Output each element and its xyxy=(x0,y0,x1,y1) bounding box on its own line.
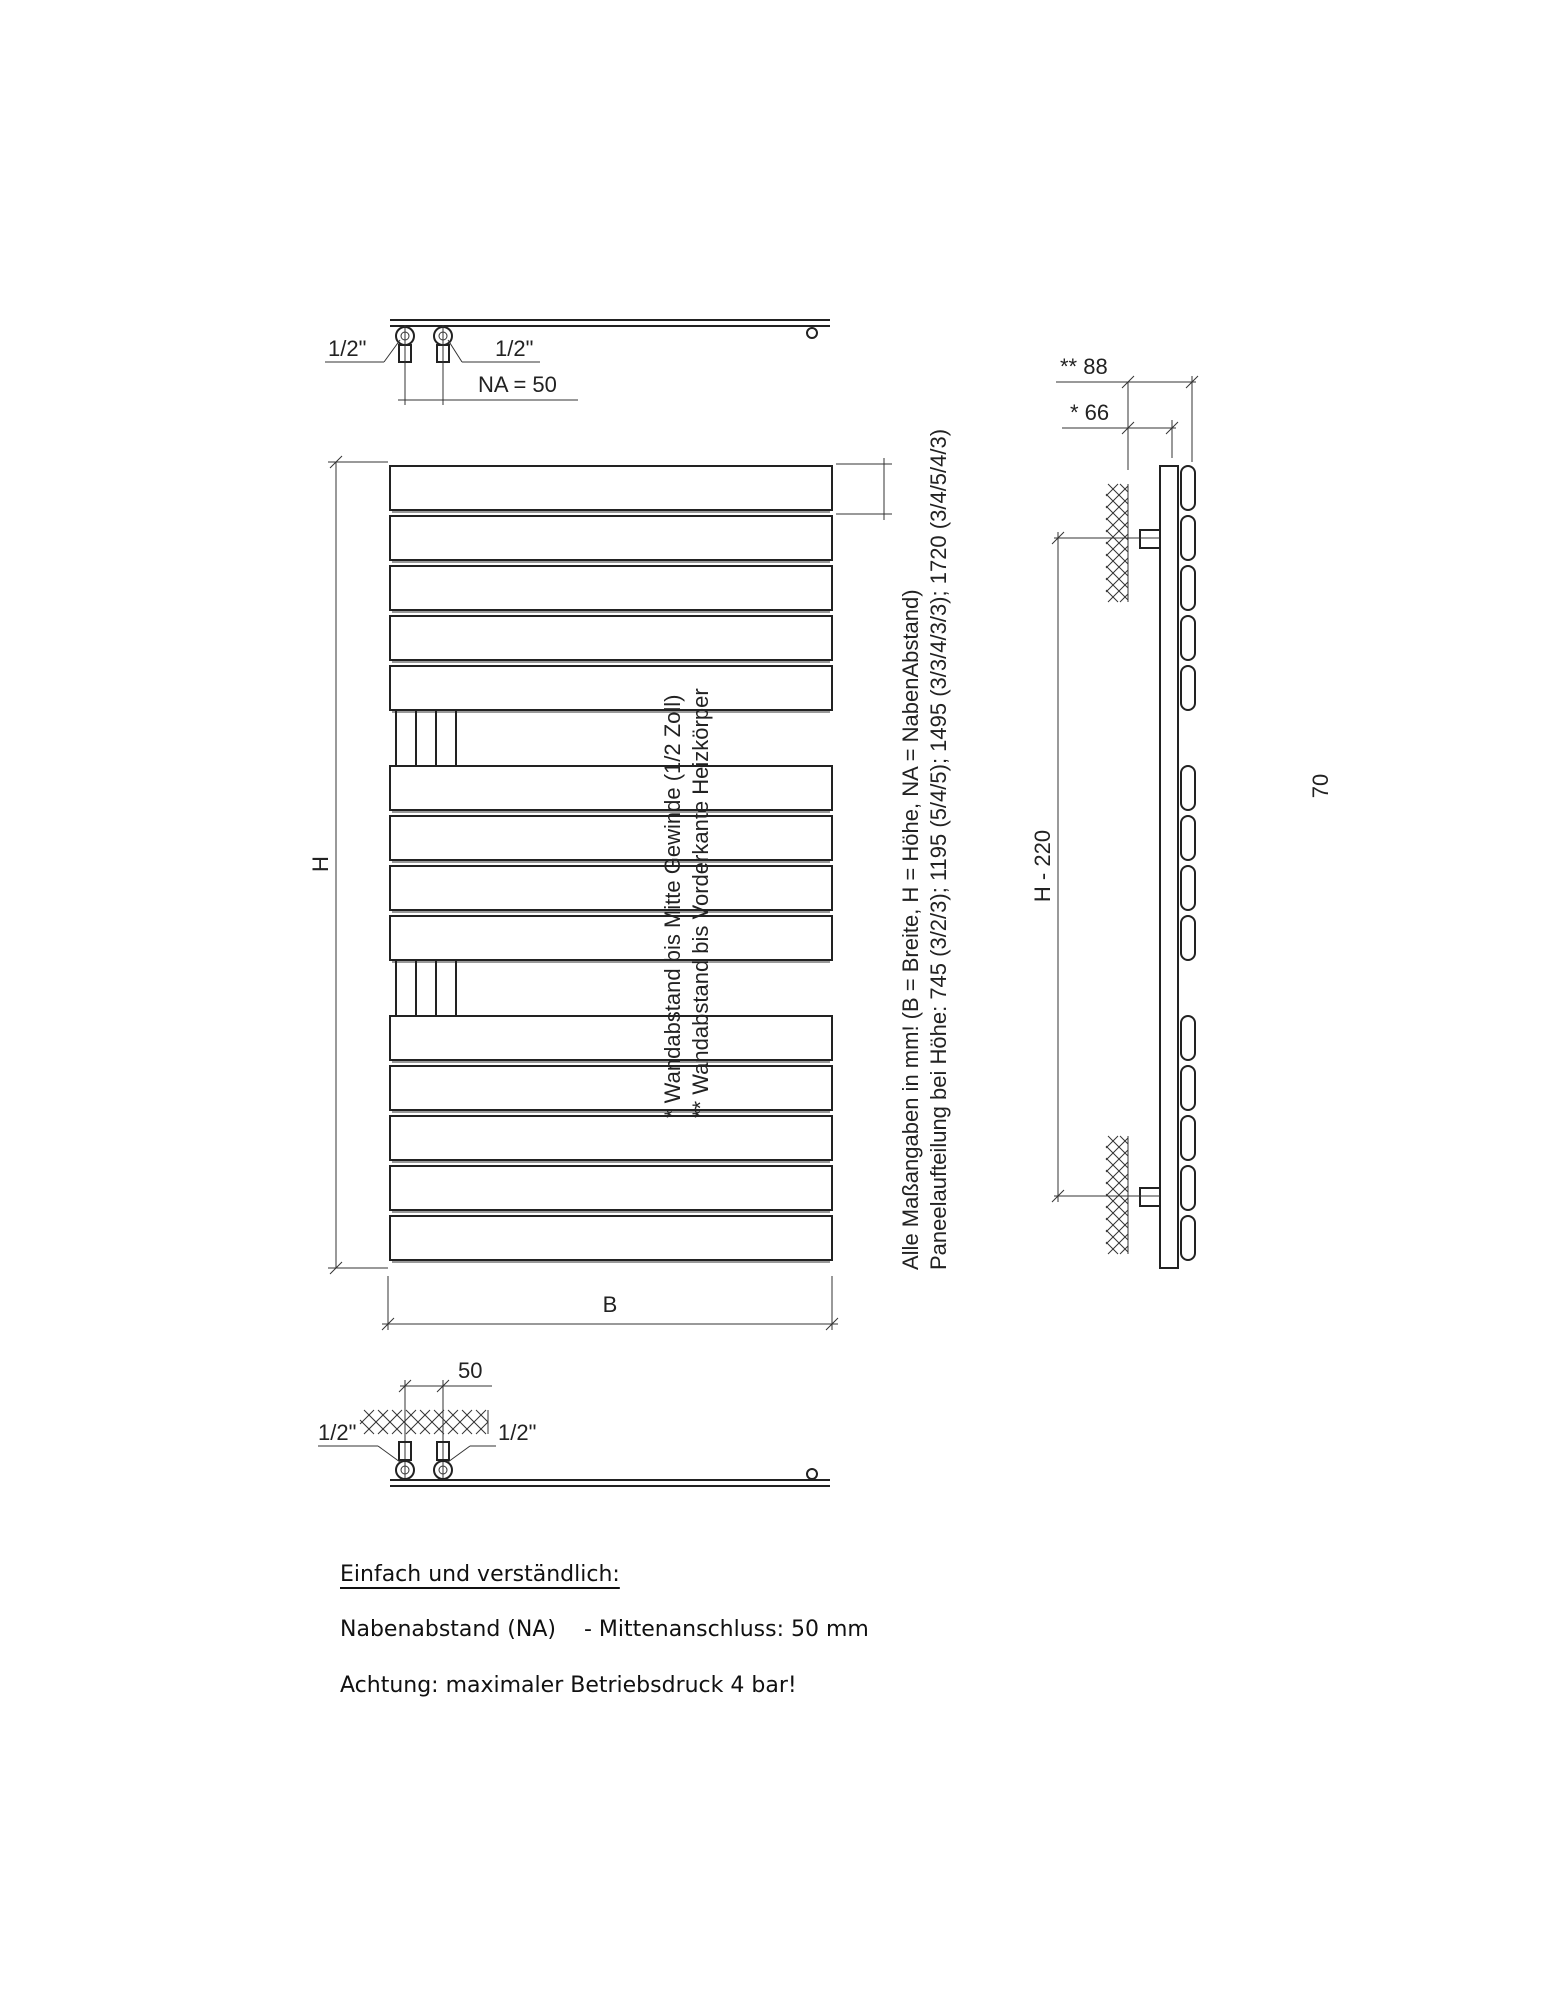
note-dimensions: Alle Maßangaben in mm! (B = Breite, H = Höhe, NA = NabenAbstand) xyxy=(898,589,923,1270)
side-panel-profile xyxy=(1181,1016,1195,1060)
height-label: H xyxy=(308,856,333,872)
side-panel-profile xyxy=(1181,466,1195,510)
note-wall-center: * Wandabstand bis Mitte Gewinde (1/2 Zoll) xyxy=(660,694,685,1118)
radiator-panel xyxy=(390,1066,832,1110)
dim-front-label: ** 88 xyxy=(1060,354,1108,379)
bottom-view xyxy=(318,1358,830,1486)
floor-hatch xyxy=(360,1410,488,1434)
hatch-line xyxy=(360,1410,374,1424)
side-panel-profile xyxy=(1181,516,1195,560)
side-panel-profile xyxy=(1181,666,1195,710)
hatch-line xyxy=(1108,582,1128,602)
front-view xyxy=(308,456,892,1330)
top-thread-right-label: 1/2" xyxy=(495,336,534,361)
radiator-panels xyxy=(390,466,832,1262)
hatch-line xyxy=(1108,1136,1128,1156)
radiator-panel xyxy=(390,516,832,560)
top-view xyxy=(325,320,830,405)
bottom-thread-right-label: 1/2" xyxy=(498,1420,537,1445)
note-panel-layout: Paneelaufteilung bei Höhe: 745 (3/2/3); 1195 (5/4/5); 1495 (3/3/4/3/3); 1720 (3/4/5/4/3) xyxy=(926,428,951,1270)
bottom-thread-left-label: 1/2" xyxy=(318,1420,357,1445)
radiator-panel xyxy=(390,566,832,610)
side-panel-profile xyxy=(1181,1116,1195,1160)
hatch-line xyxy=(1108,484,1128,504)
hatch-line xyxy=(476,1410,488,1422)
hatch-line xyxy=(1108,1234,1128,1254)
side-panel-profile xyxy=(1181,1166,1195,1210)
side-panel-profile xyxy=(1181,866,1195,910)
dim-center-label: * 66 xyxy=(1070,400,1110,425)
radiator-panel xyxy=(390,816,832,860)
hatch-line xyxy=(476,1422,488,1434)
notes-warning: Achtung: maximaler Betriebsdruck 4 bar! xyxy=(340,1673,797,1698)
side-panel-profile xyxy=(1181,566,1195,610)
side-panel-profile xyxy=(1181,616,1195,660)
side-panel-profiles xyxy=(1181,466,1195,1260)
hatch-line xyxy=(1120,594,1128,602)
side-panel-profile xyxy=(1181,1066,1195,1110)
notes-hub-line: Nabenabstand (NA) - Mittenanschluss: 50 mm xyxy=(340,1617,869,1642)
radiator-panel xyxy=(390,1116,832,1160)
side-panel-profile xyxy=(1181,816,1195,860)
radiator-panel xyxy=(390,466,832,510)
top-hub-distance-label: NA = 50 xyxy=(478,372,557,397)
side-panel-profile xyxy=(1181,1216,1195,1260)
hatch-line xyxy=(1106,590,1118,602)
width-label: B xyxy=(602,1292,618,1317)
wall-hatch-bottom xyxy=(1106,1136,1128,1254)
radiator-panel xyxy=(390,1166,832,1210)
side-panel-profile xyxy=(1181,766,1195,810)
hatch-line xyxy=(1120,1136,1128,1144)
radiator-panel xyxy=(390,616,832,660)
hatch-line xyxy=(1106,1242,1118,1254)
radiator-risers xyxy=(396,710,456,1016)
hatch-line xyxy=(1120,484,1128,492)
side-view xyxy=(1030,354,1333,1268)
wall-hatch-top xyxy=(1106,484,1128,602)
radiator-panel xyxy=(390,1216,832,1260)
radiator-panel xyxy=(390,766,832,810)
side-panel-profile xyxy=(1181,916,1195,960)
radiator-panel xyxy=(390,1016,832,1060)
radiator-panel xyxy=(390,666,832,710)
hatch-line xyxy=(1106,1136,1118,1148)
notes-heading: Einfach und verständlich: xyxy=(340,1562,620,1587)
vertical-notes xyxy=(660,429,951,1270)
hatch-line xyxy=(1106,484,1118,496)
radiator-panel xyxy=(390,866,832,910)
hatch-line xyxy=(1120,1246,1128,1254)
bottom-hub-distance-label: 50 xyxy=(458,1358,483,1383)
radiator-panel xyxy=(390,916,832,960)
top-thread-left-label: 1/2" xyxy=(328,336,367,361)
dim-mounting-label: H - 220 xyxy=(1030,829,1055,903)
note-wall-front: ** Wandabstand bis Vorderkante Heizkörper xyxy=(688,688,713,1118)
depth-label: 70 xyxy=(1308,773,1333,799)
